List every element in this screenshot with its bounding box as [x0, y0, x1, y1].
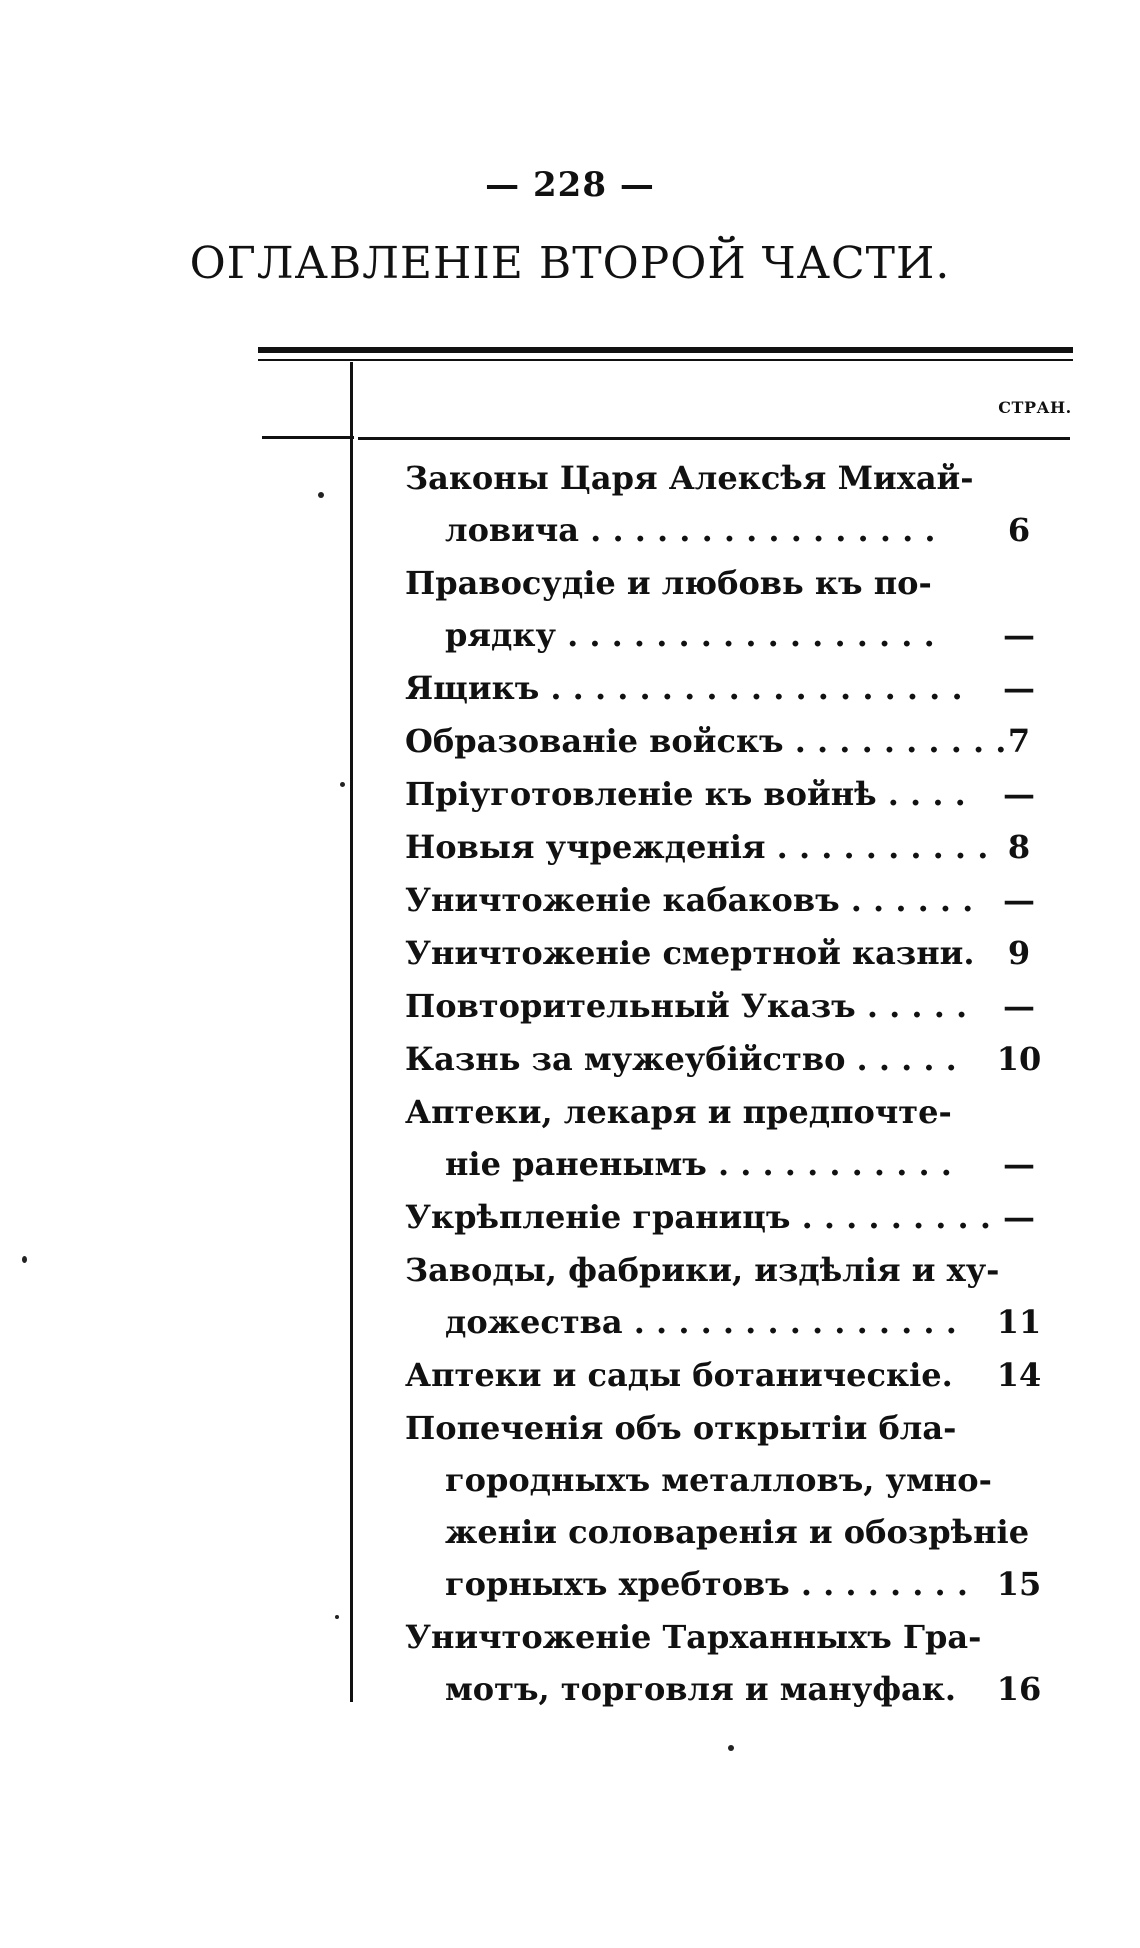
top-thick-rule — [258, 347, 1073, 353]
toc-entry-page: 6 — [1007, 511, 1031, 549]
toc-entry — [405, 1349, 1085, 1401]
column-divider — [350, 362, 353, 1702]
toc-entry — [405, 821, 1085, 873]
page-column-header: СТРАН. — [998, 398, 1072, 417]
toc-entry-title — [405, 557, 953, 661]
toc-entry — [405, 1033, 1085, 1085]
toc-entry-line: Правосудіе и любовь къ по- — [405, 564, 932, 602]
toc-entry — [405, 1402, 1085, 1610]
toc-entry-line: Повторительный Указъ . . . . . — [405, 987, 968, 1025]
toc-entry-page: 14 — [996, 1356, 1042, 1394]
toc-entry-title — [405, 821, 989, 873]
toc-entry-line: Законы Царя Алексѣя Михай- — [405, 459, 974, 497]
toc-entry-line: Новыя учрежденія . . . . . . . . . . — [405, 828, 989, 866]
toc-entry-line: Аптеки и сады ботаническіе. — [405, 1356, 953, 1394]
toc-entry-title — [405, 874, 974, 926]
toc-entry — [405, 1086, 1085, 1190]
toc-entry-line: мотъ, торговля и мануфак. — [445, 1670, 957, 1708]
toc-entry-page: 16 — [996, 1670, 1042, 1708]
top-thin-rule — [258, 359, 1073, 361]
toc-entry-title — [405, 1611, 982, 1715]
toc-entry-title — [405, 452, 974, 556]
toc-entry-title — [405, 1191, 991, 1243]
toc-entry-title — [405, 927, 975, 979]
toc-entry-line: ніе раненымъ . . . . . . . . . . . — [445, 1145, 952, 1183]
toc-entry — [405, 768, 1085, 820]
toc-entry-page: 11 — [996, 1303, 1042, 1341]
toc-entry-line: дожества . . . . . . . . . . . . . . . — [445, 1303, 957, 1341]
toc-entry-title — [405, 1244, 1000, 1348]
toc-entry-page: — — [1003, 775, 1035, 813]
toc-entry — [405, 1244, 1085, 1348]
toc-entry-line: Ящикъ . . . . . . . . . . . . . . . . . . . — [405, 669, 963, 707]
toc-entry-page: — — [1003, 1198, 1035, 1236]
toc-entry — [405, 557, 1085, 661]
toc-entry-line: Пріуготовленіе къ войнѣ . . . . — [405, 775, 966, 813]
toc-entry-line: Аптеки, лекаря и предпочте- — [405, 1093, 952, 1131]
toc-entry-line: горныхъ хребтовъ . . . . . . . . — [445, 1565, 968, 1603]
toc-entry-title — [405, 980, 968, 1032]
toc-entry — [405, 980, 1085, 1032]
table-of-contents — [405, 452, 1085, 1716]
toc-entry-line: Уничтоженіе смертной казни. — [405, 934, 975, 972]
toc-entry-page: — — [1003, 616, 1035, 654]
toc-entry — [405, 927, 1085, 979]
toc-entry-page: — — [1003, 1145, 1035, 1183]
toc-entry-page: — — [1003, 987, 1035, 1025]
toc-entry-line: Укрѣпленіе границъ . . . . . . . . . — [405, 1198, 991, 1236]
toc-entry-line: Уничтоженіе кабаковъ . . . . . . — [405, 881, 974, 919]
toc-entry — [405, 874, 1085, 926]
toc-entry-page: 9 — [1007, 934, 1031, 972]
toc-entry-page: — — [1003, 669, 1035, 707]
toc-entry — [405, 452, 1085, 556]
toc-entry-title — [405, 662, 963, 714]
toc-entry-title — [405, 1349, 953, 1401]
toc-entry-page: 10 — [996, 1040, 1042, 1078]
toc-entry-page: 7 — [1007, 722, 1031, 760]
toc-entry — [405, 662, 1085, 714]
page-title: ОГЛАВЛЕНІЕ ВТОРОЙ ЧАСТИ. — [189, 238, 951, 289]
toc-entry — [405, 1611, 1085, 1715]
toc-entry-line: женіи соловаренія и обозрѣніе — [445, 1513, 1030, 1551]
header-rule-right — [358, 437, 1070, 440]
header-rule-left — [262, 436, 354, 439]
toc-entry-line: городныхъ металловъ, умно- — [445, 1461, 992, 1499]
toc-entry-line: Казнь за мужеубійство . . . . . — [405, 1040, 957, 1078]
toc-entry-line: ловича . . . . . . . . . . . . . . . . — [445, 511, 936, 549]
toc-entry-page: — — [1003, 881, 1035, 919]
toc-entry-line: Попеченія объ открытіи бла- — [405, 1409, 957, 1447]
toc-entry — [405, 1191, 1085, 1243]
toc-entry-line: Уничтоженіе Тарханныхъ Гра- — [405, 1618, 982, 1656]
page-number: — 228 — — [485, 165, 655, 205]
toc-entry-title — [405, 1033, 957, 1085]
toc-entry — [405, 715, 1085, 767]
toc-entry-page: 8 — [1007, 828, 1031, 866]
toc-entry-title — [405, 1086, 953, 1190]
toc-entry-title — [405, 768, 966, 820]
toc-entry-title — [405, 715, 1007, 767]
toc-entry-line: рядку . . . . . . . . . . . . . . . . . — [445, 616, 935, 654]
toc-entry-line: Заводы, фабрики, издѣлія и ху- — [405, 1251, 1000, 1289]
toc-entry-line: Образованіе войскъ . . . . . . . . . . — [405, 722, 1007, 760]
toc-entry-page: 15 — [996, 1565, 1042, 1603]
